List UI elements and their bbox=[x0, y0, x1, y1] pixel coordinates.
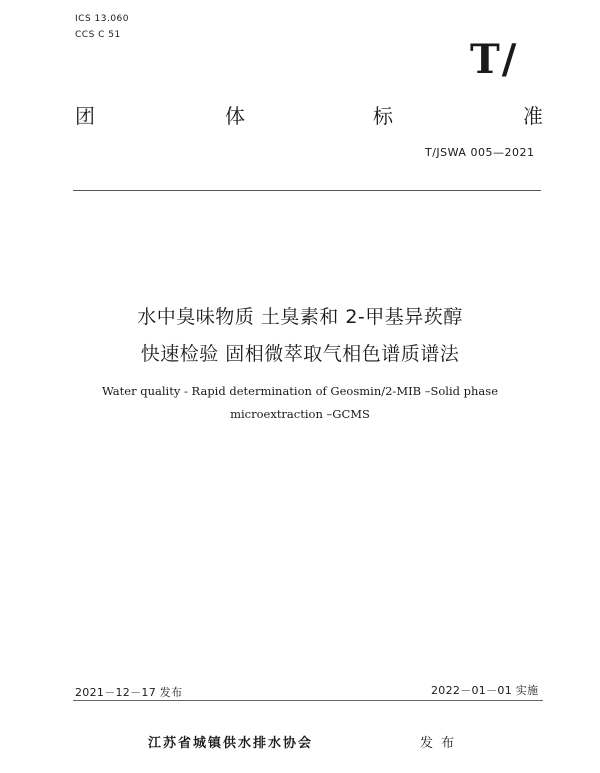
title-cn-line1: 水中臭味物质 土臭素和 2-甲基异莰醇 bbox=[137, 306, 463, 328]
standard-code: T/JSWA 005—2021 bbox=[425, 146, 535, 159]
standard-type-heading bbox=[75, 100, 545, 126]
ics-code: ICS 13.060 bbox=[75, 14, 130, 24]
standard-type-char: 标 bbox=[373, 104, 393, 128]
ccs-code: CCS C 51 bbox=[75, 30, 121, 40]
title-en-line1: Water quality - Rapid determination of Geosmin/2-MIB –Solid phase bbox=[101, 384, 498, 398]
publisher-name: 江苏省城镇供水排水协会 bbox=[148, 736, 314, 751]
publish-label: 发 布 bbox=[420, 736, 457, 751]
issue-date: 2021－12－17 发布 bbox=[75, 686, 183, 699]
title-cn-line2: 快速检验 固相微萃取气相色谱质谱法 bbox=[140, 343, 460, 365]
footer-divider bbox=[73, 700, 543, 701]
standard-type-char: 团 bbox=[75, 104, 95, 128]
t-mark-logo: T/ bbox=[470, 36, 519, 83]
header-divider bbox=[73, 190, 541, 191]
implement-date: 2022－01－01 实施 bbox=[431, 684, 539, 697]
standard-type-char: 体 bbox=[225, 104, 245, 128]
title-en-line2: microextraction –GCMS bbox=[230, 407, 370, 421]
standard-type-char: 准 bbox=[523, 104, 543, 128]
